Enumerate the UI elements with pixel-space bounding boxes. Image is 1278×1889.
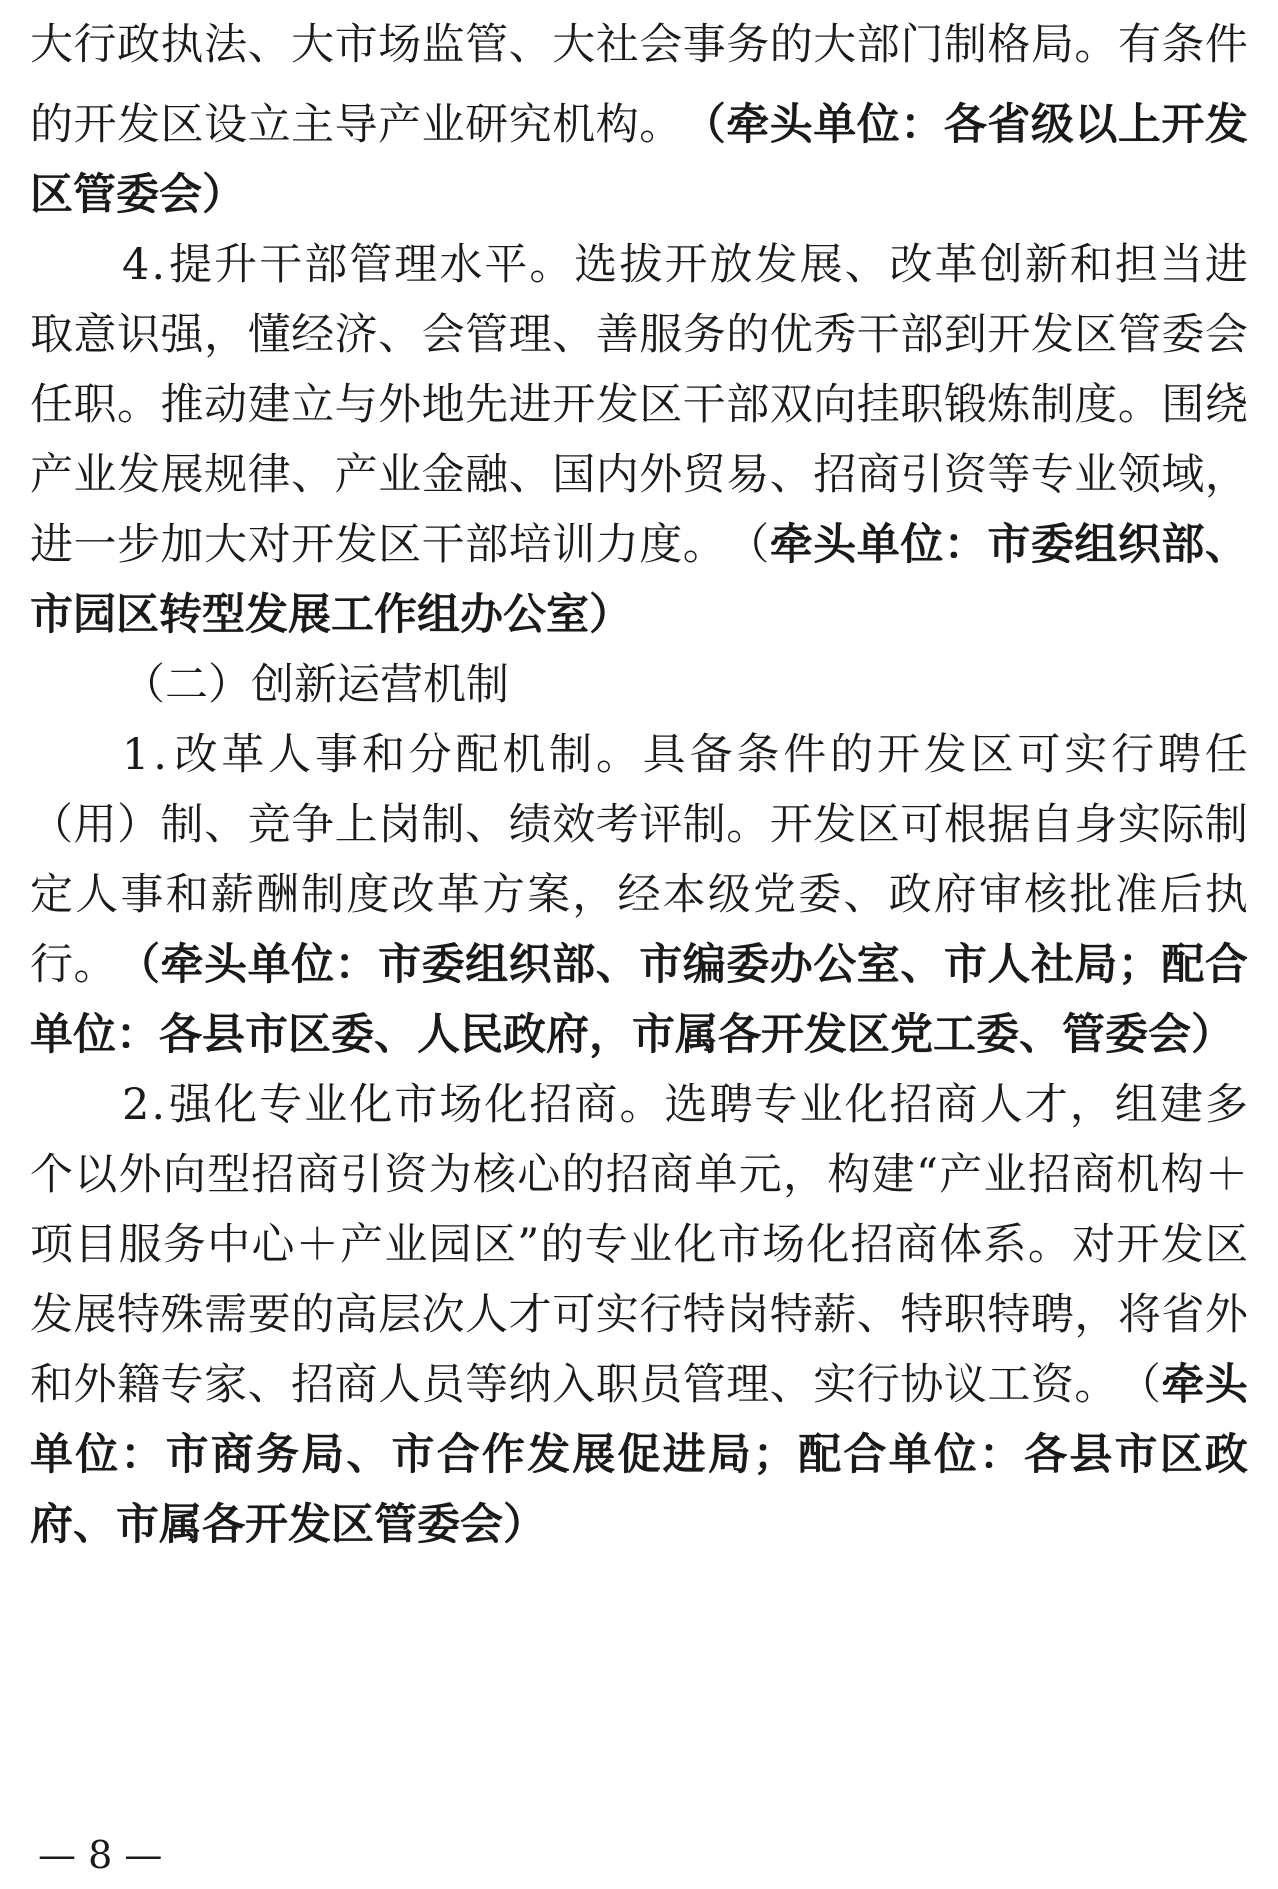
- text-line: 定 人 事 和 薪 酬 制 度 改 革 方 案 ， 经 本 级 党 委 、 政 府 审 核 批 准 后 执: [30, 870, 1248, 920]
- text-line: 单位：各县市区委、人民政府，市属各开发区党工委、管委会）: [30, 1010, 1234, 1060]
- text-line: 府、市属各开发区管委会）: [30, 1500, 546, 1550]
- text-line: 的 开 发 区 设 立 主 导 产 业 研 究 机 构 。 （ 牵 头 单 位 ： 各 省 级 以 上 开 发: [30, 100, 1248, 150]
- text-line: （二）创新运营机制: [122, 660, 509, 710]
- text-line: 和 外 籍 专 家 、 招 商 人 员 等 纳 入 职 员 管 理 、 实 行 协 议 工 资 。 （ 牵 头: [30, 1360, 1248, 1410]
- text-line: 单 位 ： 市 商 务 局 、 市 合 作 发 展 促 进 局 ； 配 合 单 位 ： 各 县 市 区 政: [30, 1430, 1248, 1480]
- text-line: 2 . 强 化 专 业 化 市 场 化 招 商 。 选 聘 专 业 化 招 商 人 才 ， 组 建 多: [122, 1080, 1248, 1130]
- text-line: 行 。 （ 牵 头 单 位 ： 市 委 组 织 部 、 市 编 委 办 公 室 、 市 人 社 局 ； 配 合: [30, 940, 1248, 990]
- text-line: 产 业 发 展 规 律 、 产 业 金 融 、 国 内 外 贸 易 、 招 商 引 资 等 专 业 领 域 ，: [30, 450, 1248, 500]
- text-line: 区管委会）: [30, 170, 245, 220]
- text-line: 进 一 步 加 大 对 开 发 区 干 部 培 训 力 度 。 （ 牵 头 单 位 ： 市 委 组 织 部 、: [30, 520, 1248, 570]
- text-line: 市园区转型发展工作组办公室）: [30, 590, 632, 640]
- text-line: 个 以 外 向 型 招 商 引 资 为 核 心 的 招 商 单 元 ， 构 建 “ 产 业 招 商 机 构 ＋: [30, 1150, 1248, 1200]
- text-line: 取 意 识 强 ， 懂 经 济 、 会 管 理 、 善 服 务 的 优 秀 干 部 到 开 发 区 管 委 会: [30, 310, 1248, 360]
- page-number: — 8 —: [38, 1833, 163, 1877]
- text-line: 4 . 提 升 干 部 管 理 水 平 。 选 拔 开 放 发 展 、 改 革 创 新 和 担 当 进: [122, 240, 1248, 290]
- text-line: 1 . 改 革 人 事 和 分 配 机 制 。 具 备 条 件 的 开 发 区 可 实 行 聘 任: [122, 730, 1248, 780]
- text-line: 项 目 服 务 中 心 ＋ 产 业 园 区 ” 的 专 业 化 市 场 化 招 商 体 系 。 对 开 发 区: [30, 1220, 1248, 1270]
- text-line: 发 展 特 殊 需 要 的 高 层 次 人 才 可 实 行 特 岗 特 薪 、 特 职 特 聘 ， 将 省 外: [30, 1290, 1248, 1340]
- text-line: 任 职 。 推 动 建 立 与 外 地 先 进 开 发 区 干 部 双 向 挂 职 锻 炼 制 度 。 围 绕: [30, 380, 1248, 430]
- text-line: （ 用 ） 制 、 竞 争 上 岗 制 、 绩 效 考 评 制 。 开 发 区 可 根 据 自 身 实 际 制: [30, 800, 1248, 850]
- text-line: 大 行 政 执 法 、 大 市 场 监 管 、 大 社 会 事 务 的 大 部 门 制 格 局 。 有 条 件: [30, 20, 1248, 70]
